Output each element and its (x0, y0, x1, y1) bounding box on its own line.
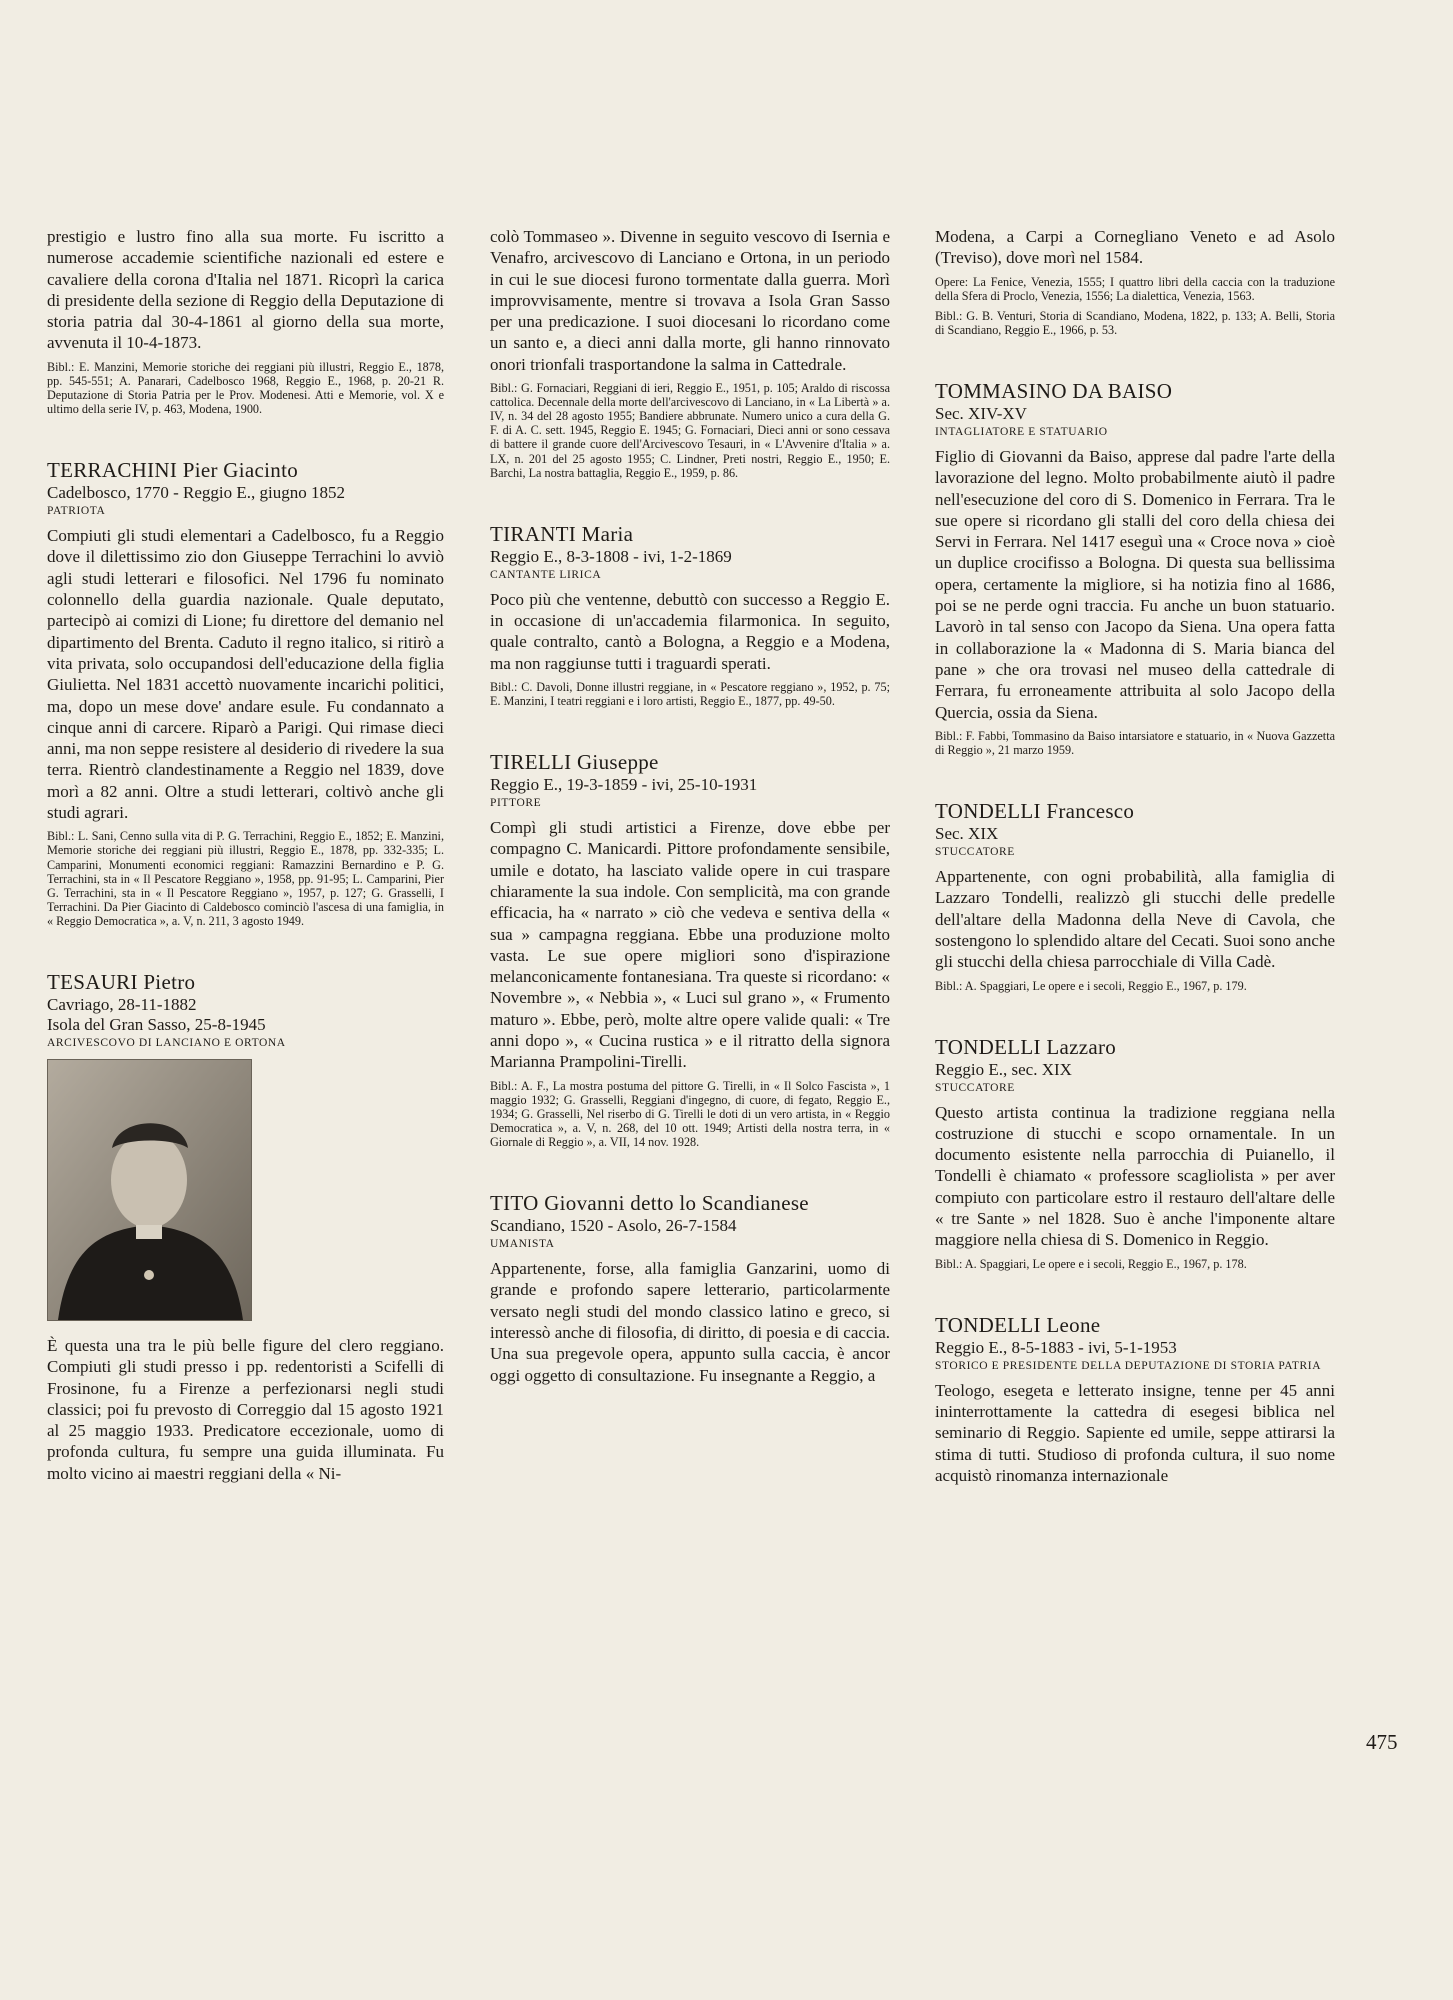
portrait-photo (47, 1059, 252, 1321)
entry-surname: TONDELLI (935, 1034, 1041, 1059)
entry-dates: Reggio E., sec. XIX (935, 1059, 1072, 1079)
entry-text: Teologo, esegeta e letterato insigne, tenne per 45 anni ininterrottamente la cattedra di esegesi biblica nel seminario di Reggio. Sapiente ed umile, seppe attirarsi la stima di tutti. Studioso di profonda cultura, il suo nome acquistò rinomanza internazionale (935, 1380, 1335, 1485)
entry-heading (935, 379, 1335, 404)
entry-surname: TONDELLI (935, 799, 1041, 824)
entry-heading (935, 799, 1335, 824)
entry-terrachini (47, 458, 444, 928)
entry-role: UMANISTA (490, 1238, 555, 1251)
entry-role: STUCCATORE (935, 1081, 1015, 1094)
entry-surname: TOMMASINO (935, 378, 1067, 403)
entry-role: STORICO E PRESIDENTE DELLA DEPUTAZIONE DI STORIA PATRIA (935, 1359, 1322, 1372)
entry-tondelli-lazzaro (935, 1035, 1335, 1271)
entry-dates: Cadelbosco, 1770 - Reggio E., giugno 1852 (47, 483, 345, 503)
entry-role: PITTORE (490, 797, 542, 810)
entry-text: Compiuti gli studi elementari a Cadelbosco, fu a Reggio dove il dilettissimo zio don Giuseppe Terrachini lo avviò agli studi letterari e filosofici. Nel 1796 fu nominato colonnello della guardia nazionale. Quale deputato, partecipò ai comizi di Lione; fu direttore del demanio nel dipartimento del Brenta. Caduto il regno italico, si ritirò a vita privata, solo occupandosi dell'educazione della figlia Giulietta. Nel 1831 accettò nuovamente incarichi politici, ma, dopo un mese dove' andare esule. Fu condannato a cinque anni di carcere. Riparò a Parigi. Qui rimase dieci anni, ma non seppe resistere al desiderio di rivedere la sua terra. Rientrò clandestinamente a Reggio nel 1839, dove morì a 82 anni. Oltre a studi letterari, coltivò anche gli studi agrari. (47, 526, 444, 823)
bibliography: Bibl.: A. Spaggiari, Le opere e i secoli, Reggio E., 1967, p. 179. (935, 978, 1247, 993)
entry-tondelli-leone (935, 1313, 1335, 1486)
continuation-text: prestigio e lustro fino alla sua morte. Fu iscritto a numerose accademie scientifiche nazionali ed estere e cavaliere della corona d'Italia nel 1871. Ricoprì la carica di presidente della sezione di Reggio della Deputazione di storia patria dal 30-4-1861 al giorno della sua morte, avvenuta il 10-4-1873. (47, 227, 444, 353)
entry-role: STUCCATORE (935, 846, 1015, 859)
entry-heading (47, 970, 444, 995)
entry-dates: Reggio E., 19-3-1859 - ivi, 25-10-1931 (490, 775, 758, 795)
entry-given-name: Pietro (143, 969, 196, 994)
entry-tondelli-francesco (935, 799, 1335, 993)
entry-tesauri (47, 970, 444, 1484)
entry-surname: TESAURI (47, 969, 138, 994)
page-number: 475 (1366, 1730, 1398, 1754)
bibliography: Bibl.: F. Fabbi, Tommasino da Baiso intarsiatore e statuario, in « Nuova Gazzetta di Reggio », 21 marzo 1959. (935, 728, 1335, 757)
entry-tirelli (490, 750, 890, 1149)
entry-dates: Reggio E., 8-3-1808 - ivi, 1-2-1869 (490, 546, 732, 566)
bibliography: Bibl.: E. Manzini, Memorie storiche dei reggiani più illustri, Reggio E., 1878, pp. 545-551; A. Panarari, Cadelbosco 1968, Reggio E., 1968, p. 20-21 R. Deputazione di Storia Patria per le Prov. Modenesi. Atti e Memorie, vol. X e ultimo della serie IV, p. 463, Modena, 1900. (47, 359, 444, 417)
entry-heading (490, 522, 890, 547)
entry-dates: Sec. XIX (935, 824, 999, 844)
continuation-text: colò Tommaseo ». Divenne in seguito vescovo di Isernia e Venafro, arcivescovo di Lanciano e Ortona, in un periodo in cui le sue diocesi furono tormentate dalla guerra. Morì improvvisamente, mentre si trovava a Isola Gran Sasso per una predicazione. I suoi diocesani lo ricordano come un santo e, a dieci anni dalla morte, gli hanno rinnovato onori trionfali trasportandone la salma in Cattedrale. (490, 227, 890, 374)
entry-given-name: DA BAISO (1072, 378, 1173, 403)
bibliography: Bibl.: C. Davoli, Donne illustri reggiane, in « Pescatore reggiano », 1952, p. 75; E. Manzini, I teatri reggiani e i loro artisti, Reggio E., 1877, pp. 49-50. (490, 679, 890, 709)
entry-heading (490, 750, 890, 775)
bibliography: Bibl.: G. B. Venturi, Storia di Scandiano, Modena, 1822, p. 133; A. Belli, Storia di Scandiano, Reggio E., 1966, p. 53. (935, 308, 1335, 337)
entry-heading (935, 1035, 1335, 1060)
entry-tommasino (935, 379, 1335, 757)
entry-role: PATRIOTA (47, 505, 106, 518)
entry-surname: TIRANTI (490, 521, 577, 546)
entry-tito (490, 1191, 890, 1386)
entry-text: Compì gli studi artistici a Firenze, dove ebbe per compagno C. Manicardi. Pittore profondamente sensibile, umile e dotato, ha lasciato valide opere in cui traspare chiaramente la sua indole. Con semplicità, ma con grande efficacia, ha « narrato » ciò che vedeva e sentiva della « sua » campagna reggiana. Ebbe una produzione molto vasta. Le sue opere migliori sono d'ispirazione melanconicamente fontanesiana. Tra queste si ricordano: « Novembre », « Nebbia », « Luci sul grano », « Frumento maturo ». Ebbe, però, molte altre opere valide quali: « Tre anni dopo », « Cucina rustica » e il ritratto della signora Marianna Prampolini-Tirelli. (490, 818, 890, 1072)
entry-given-name: Pier Giacinto (182, 458, 299, 483)
entry-heading (935, 1313, 1335, 1338)
works-list: Opere: La Fenice, Venezia, 1555; I quattro libri della caccia con la traduzione della Sfera di Proclo, Venezia, 1556; La dialettica, Venezia, 1563. (935, 274, 1335, 303)
entry-given-name: Francesco (1046, 799, 1135, 824)
entry-given-name: Lazzaro (1046, 1034, 1117, 1059)
entry-given-name: Giuseppe (576, 750, 659, 775)
continuation-text: Modena, a Carpi a Cornegliano Veneto e ad Asolo (Treviso), dove morì nel 1584. (935, 227, 1335, 268)
column-1 (47, 226, 444, 1484)
entry-given-name: Leone (1046, 1312, 1101, 1337)
column-2 (490, 226, 890, 1386)
entry-surname: TIRELLI (490, 750, 572, 775)
entry-surname: TITO (490, 1191, 539, 1216)
entry-text: Questo artista continua la tradizione reggiana nella costruzione di stucchi e scopo ornamentale. In un documento esistente nella parrocchia di Puianello, il Tondelli è chiamato « professore scagliolista » per aver compiuto con particolare estro il restauro dell'altare delle « tre Sante » nel 1828. Suo è anche l'imponente altare maggiore nella chiesa di S. Domenico in Reggio. (935, 1102, 1335, 1250)
entry-role: ARCIVESCOVO DI LANCIANO E ORTONA (47, 1036, 286, 1049)
entry-text: Figlio di Giovanni da Baiso, apprese dal padre l'arte della lavorazione del legno. Molto probabilmente aiutò il padre nell'esecuzione del coro di S. Domenico in Ferrara. Tra le sue opere si ricordano gli stalli del coro della chiesa dei Servi in Ferrara. Nel 1417 eseguì una « Croce nova » cioè un duplice crocifisso a Bologna. Di questa sua bellissima opera, certamente la migliore, si ha notizia fino al 1686, poi se ne perde ogni traccia. Fu anche un buon statuario. Lavorò in tal senso con Jacopo da Siena. Una opera fatta in collaborazione la « Madonna di S. Maria bianca del pane » che ora trovasi nel museo della cattedrale di Ferrara, fu erroneamente attribuita al solo Jacopo della Quercia, ossia da Siena. (935, 446, 1335, 722)
entry-text: Appartenente, con ogni probabilità, alla famiglia di Lazzaro Tondelli, realizzò gli stucchi delle predelle dell'altare della Madonna della Neve di Cavola, che sostengono lo splendido altare del Cecati. Suoi sono anche gli stucchi della chiesa parrocchiale di Villa Cadè. (935, 867, 1335, 972)
entry-role: CANTANTE LIRICA (490, 568, 602, 581)
entry-heading (490, 1191, 890, 1216)
bibliography: Bibl.: G. Fornaciari, Reggiani di ieri, Reggio E., 1951, p. 105; Araldo di riscossa cattolica. Decennale della morte dell'arcivescovo di Lanciano, in « La Libertà » a. IV, n. 34 del 28 agosto 1955; Bandiere abbrunate. Numero unico a cura della G. F. di A. C. sett. 1945, Reggio E. 1945; G. Fornaciari, Dieci anni or sono cessava di battere il grande cuore dell'Arcivescovo Tesauri, in « L'Avvenire d'Italia » a. LX, n. 201 del 25 agosto 1955; C. Lindner, Preti nostri, Reggio E., 1950; E. Barchi, La nostra battaglia, Reggio E., 1959, p. 86. (490, 381, 890, 480)
entry-given-name: Giovanni detto lo Scandianese (544, 1191, 809, 1216)
entry-dates-death: Isola del Gran Sasso, 25-8-1945 (47, 1014, 266, 1034)
entry-role: INTAGLIATORE E STATUARIO (935, 425, 1108, 438)
entry-dates: Cavriago, 28-11-1882 (47, 994, 197, 1014)
entry-surname: TONDELLI (935, 1312, 1041, 1337)
bibliography: Bibl.: A. F., La mostra postuma del pittore G. Tirelli, in « Il Solco Fascista », 1 maggio 1932; G. Grasselli, Reggiani d'ingegno, di cuore, di fegato, Reggio E., 1934; G. Grasselli, Nel riserbo di G. Tirelli le doti di un vero artista, in « Reggio Democratica », a. V, n. 268, del 10 ott. 1949; Artisti della nostra terra, in « Giornale di Reggio », a. VII, 14 nov. 1928. (490, 1078, 890, 1150)
column-3 (935, 226, 1335, 1486)
entry-given-name: Maria (581, 521, 634, 546)
entry-text: Poco più che ventenne, debuttò con successo a Reggio E. in occasione di un'accademia filarmonica. In seguito, quale contralto, cantò a Bologna, a Reggio e a Modena, ma non raggiunse tutti i traguardi sperati. (490, 589, 890, 673)
entry-text: Appartenente, forse, alla famiglia Ganzarini, uomo di grande e profondo sapere letterario, particolarmente versato negli studi del mondo classico latino e greco, si interessò anche di filosofia, di diritto, di poesia e di caccia. Una sua pregevole opera, appunto sulla caccia, è ancor oggi oggetto di consultazione. Fu insegnante a Reggio, a (490, 1259, 890, 1385)
entry-tiranti (490, 522, 890, 708)
entry-dates: Sec. XIV-XV (935, 403, 1027, 423)
entry-text: È questa una tra le più belle figure del clero reggiano. Compiuti gli studi presso i pp. redentoristi a Scifelli di Frosinone, fu a Firenze a perfezionarsi negli studi classici; poi fu prevosto di Correggio dal 15 agosto 1921 al 25 maggio 1933. Predicatore eccezionale, uomo di profonda cultura, fu sempre una guida illuminata. Fu molto vicino ai maestri reggiani della « Ni- (47, 1335, 444, 1483)
bibliography: Bibl.: A. Spaggiari, Le opere e i secoli, Reggio E., 1967, p. 178. (935, 1256, 1247, 1271)
bibliography: Bibl.: L. Sani, Cenno sulla vita di P. G. Terrachini, Reggio E., 1852; E. Manzini, Memorie storiche dei reggiani più illustri, Reggio E., 1878, pp. 332-335; L. Camparini, Monumenti economici reggiani: Ramazzini Bernardino e P. G. Terrachini, sta in « Il Pescatore Reggiano », 1958, pp. 91-95; L. Camparini, Pier G. Terrachini, sta in « Il Pescatore Reggiano », 1957, p. 127; G. Grasselli, I Terrachini. Da Pier Giacinto di Caldebosco cominciò l'ascesa di una famiglia, in « Reggio Democratica », a. V, n. 211, 3 agosto 1949. (47, 829, 444, 928)
entry-heading (47, 458, 444, 483)
entry-surname: TERRACHINI (47, 458, 178, 483)
entry-dates: Scandiano, 1520 - Asolo, 26-7-1584 (490, 1216, 737, 1236)
entry-dates: Reggio E., 8-5-1883 - ivi, 5-1-1953 (935, 1337, 1177, 1357)
